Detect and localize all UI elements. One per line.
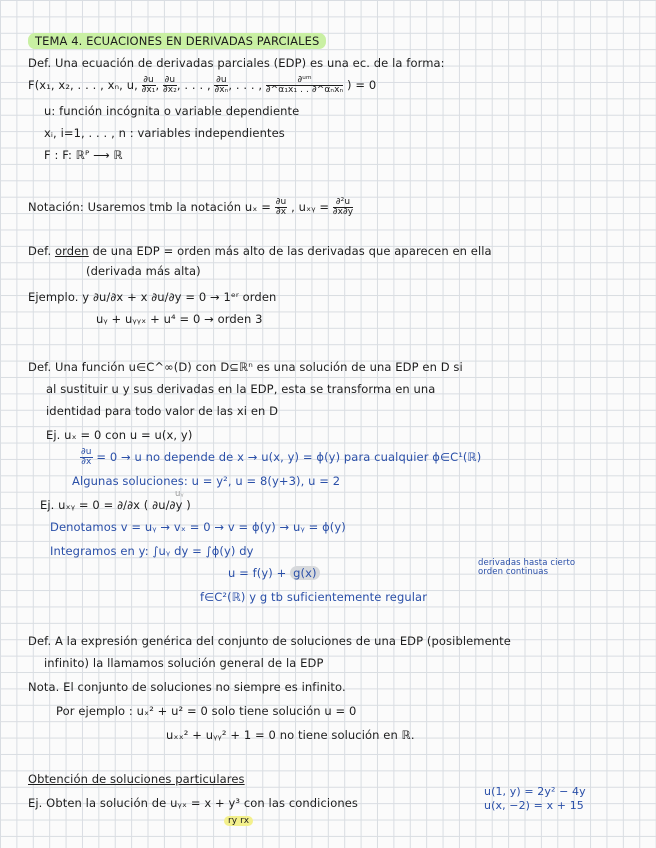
- def-edp-intro: Def. Una ecuación de derivadas parciales (EDP) es una ec. de la forma:: [28, 56, 445, 70]
- partial-frac-n: $\frac{\partial u}{\text{∂xₙ}}$: [214, 75, 229, 95]
- ej2-result-text: u = f(y) +: [228, 566, 287, 580]
- orden-definition: de una EDP = orden más alto de las derivadas que aparecen en ella: [92, 244, 492, 258]
- particulares-cond1: u(1, y) = 2y² − 4y: [484, 785, 586, 798]
- particulares-highlight-note: [224, 812, 253, 828]
- ej2-cond: f∈C²(ℝ) y g tb suficientemente regular: [200, 590, 428, 604]
- ej2-label: Ej. uₓᵧ = 0 =: [40, 498, 114, 512]
- formula-start: F(x₁, x₂, . . . , xₙ, u,: [28, 78, 138, 92]
- def-sol-line2: al sustituir u y sus derivadas en la EDP, esta se transforma en una: [46, 382, 436, 396]
- def-label: Def.: [28, 244, 52, 258]
- ej1-some: Algunas soluciones: u = y², u = 8(y+3), u = 2: [72, 474, 341, 488]
- title-highlight: TEMA 4. ECUACIONES EN DERIVADAS PARCIALES: [28, 33, 326, 49]
- nota-line: Nota. El conjunto de soluciones no siempre es infinito.: [28, 680, 346, 694]
- ej2-result: [228, 566, 320, 580]
- ejemplo-result-2: → orden 3: [204, 312, 263, 326]
- formula-end: ) = 0: [346, 78, 377, 92]
- ejemplo-result-1: → 1ᵉʳ orden: [210, 290, 277, 304]
- particulares-ej: Ej. Obten la solución de uᵧₓ = x + y³ con las condiciones: [28, 796, 358, 810]
- def-edp-formula: F(x₁, x₂, . . . , xₙ, u, $\frac{\partial u}{\text{∂x₁}}$ , $\frac{\partial u}{\text{∂x₂}}$ , . . . , $\frac{\partial u}{\text{∂xₙ}}$ , . . . , $\frac{\text{∂ᵘᵐ}}{\text{∂\textasciicircum{}α₁x₁ . . ∂\textasciicircum{}αₙxₙ}}$ ) = 0: [28, 75, 377, 95]
- ejemplo-formula-2: uᵧ + uᵧᵧₓ + u⁴ = 0: [96, 312, 201, 326]
- def-general-line2: infinito) la llamamos solución general de la EDP: [44, 656, 324, 670]
- nota-ej2: uₓₓ² + uᵧᵧ² + 1 = 0 no tiene solución en ℝ.: [166, 728, 415, 742]
- particulares-cond2: u(x, −2) = x + 15: [484, 799, 584, 812]
- def-sol-line1: Def. Una función u∈C^∞(D) con D⊆ℝⁿ es una solución de una EDP en D si: [28, 360, 463, 374]
- notation-line: [28, 198, 353, 217]
- notation-text: Notación: Usaremos tmb la notación uₓ =: [28, 200, 271, 214]
- def-edp-u: u: función incógnita o variable dependiente: [44, 104, 300, 118]
- highlight-note: ry rx: [224, 816, 253, 826]
- particulares-heading: Obtención de soluciones particulares: [28, 772, 245, 786]
- partial-frac-2: $\frac{\partial u}{\text{∂x₂}}$: [163, 75, 177, 95]
- partial-frac-m: $\frac{\text{∂ᵘᵐ}}{\text{∂\textasciicircum{}α₁x₁ . . ∂\textasciicircum{}αₙxₙ}}$: [265, 75, 344, 95]
- def-sol-line3: identidad para todo valor de las xi en D: [46, 404, 279, 418]
- def-orden-line2: (derivada más alta): [86, 264, 201, 278]
- notation-frac-2: $\frac{\text{∂²u}}{\partial x\partial y}$: [332, 197, 354, 217]
- ej1-label: Ej. uₓ = 0 con u = u(x, y): [46, 428, 193, 442]
- ej2-denote: Denotamos v = uᵧ → vₓ = 0 → v = ϕ(y) → uᵧ = ϕ(y): [50, 520, 346, 534]
- ej2-small-note: uᵧ: [175, 489, 184, 499]
- ej1-step-text: = 0 → u no depende de x → u(x, y) = ϕ(y) para cualquier ϕ∈C¹(ℝ): [96, 450, 482, 464]
- def-orden-line1: [28, 244, 492, 258]
- ejemplo-line2: [96, 312, 263, 326]
- partial-frac-1: $\frac{\partial u}{\text{∂x₁}}$: [141, 75, 156, 95]
- def-edp-x: xᵢ, i=1, . . . , n : variables independientes: [44, 126, 285, 140]
- notation-mid: , uₓᵧ =: [291, 200, 330, 214]
- def-general-line1: Def. A la expresión genérica del conjunto de soluciones de una EDP (posiblemente: [28, 634, 511, 648]
- ej2-line: [40, 498, 191, 512]
- ej2-result-g: g(x): [290, 566, 319, 580]
- ej2-integrate: Integramos en y: ∫uᵧ dy = ∫ϕ(y) dy: [50, 544, 254, 558]
- ejemplo-label: Ejemplo.: [28, 290, 79, 304]
- notation-frac-1: $\frac{\partial u}{\partial x}$: [275, 197, 287, 217]
- ej1-frac: $\frac{\partial u}{\partial x}$: [81, 447, 92, 467]
- def-edp-f: F : F: ℝᴾ ⟶ ℝ: [44, 148, 123, 162]
- ejemplo-formula-1: y ∂u/∂x + x ∂u/∂y = 0: [82, 290, 207, 304]
- ej1-step: [80, 448, 481, 467]
- ej2-note: derivadas hasta cierto orden continuas: [478, 558, 576, 577]
- ejemplo-line1: [28, 290, 276, 304]
- page-title: [28, 34, 326, 48]
- nota-ej1: Por ejemplo : uₓ² + u² = 0 solo tiene solución u = 0: [56, 704, 357, 718]
- ej2-formula: ∂/∂x ( ∂u/∂y ): [117, 498, 191, 512]
- orden-term: orden: [54, 244, 89, 258]
